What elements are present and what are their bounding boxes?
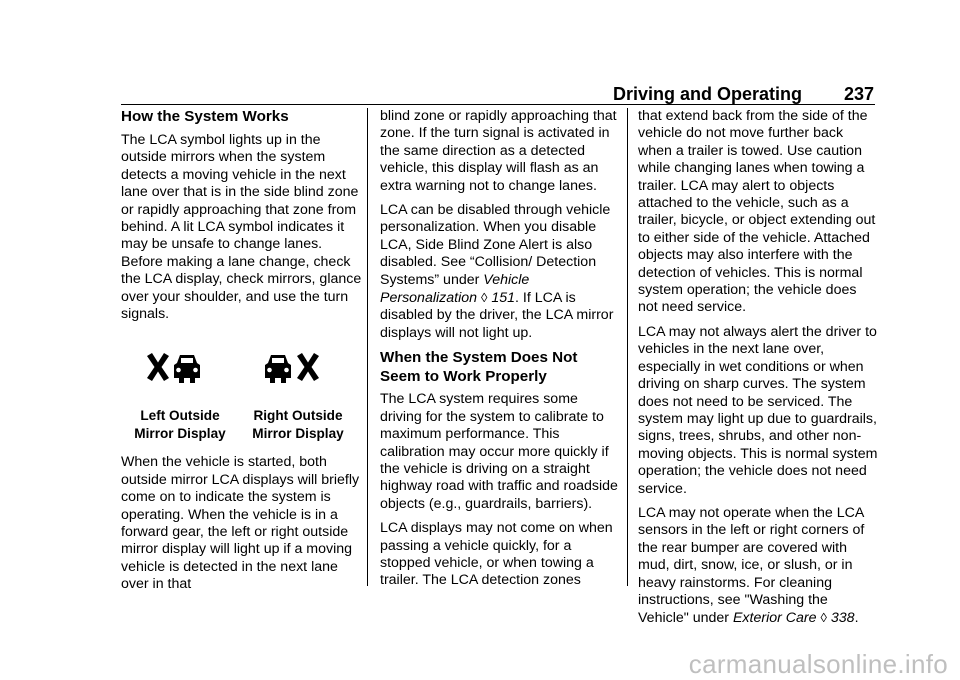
caption-left-line2: Mirror Display (134, 425, 226, 441)
page-reference-number[interactable]: 338 (830, 610, 855, 627)
page-number: 237 (843, 84, 874, 104)
section-heading: How the System Works (121, 108, 289, 125)
column-divider (627, 108, 628, 586)
paragraph-with-reference (380, 202, 622, 342)
page-reference-icon: ◊ (480, 290, 488, 306)
caption-right-line1: Right Outside (253, 408, 343, 424)
caption-right-line2: Mirror Display (252, 425, 344, 441)
paragraph: blind zone or rapidly approaching that zone. If the turn signal is activated in the same direction as a detected vehicle, this display will flash as an extra warning not to change lanes. (380, 108, 617, 194)
paragraph: LCA displays may not come on when passing a vehicle quickly, for a stopped vehicle, or when towing a trailer. The LCA detection zones (380, 520, 613, 589)
watermark: carmanualsonline.info (688, 649, 948, 679)
page-reference-number[interactable]: 151 (491, 290, 516, 307)
paragraph: that extend back from the side of the vehicle do not move further back when a trailer is towed. Use caution while changing lanes when towing a trailer. LCA may alert to objects attached to the vehicle, such as a trailer, bicycle, or object extending out to either side of the vehicle. Attached objects may also interfere with the detection of vehicles. This is normal system operation; the vehicle does not need service. (638, 108, 876, 316)
paragraph: The LCA symbol lights up in the outside mirrors when the system detects a moving vehicle in the next lane over that is in the side blind zone or rapidly approaching that zone from behind. A lit LCA symbol indicates it may be unsafe to change lanes. Before making a lane change, check the LCA display, check mirrors, glance over your shoulder, and use the turn signals. (121, 132, 362, 323)
lca-right-mirror-icon (265, 353, 321, 385)
section-heading (380, 349, 622, 386)
cross-reference-link[interactable]: Exterior Care (732, 610, 817, 627)
caption-left (121, 407, 239, 442)
header-rule (121, 104, 875, 105)
paragraph: LCA may not always alert the driver to vehicles in the next lane over, especially in wet conditions or when driving on sharp curves. The system does not need to be serviced. The system may light up due to guardrails, signs, trees, shrubs, and other non-moving objects. This is normal system operation; the vehicle does not need service. (638, 323, 878, 497)
text: . If LCA is disabled by the driver, the LCA mirror displays will not light up. (380, 290, 614, 341)
text: LCA can be disabled through vehicle personalization. When you disable LCA, Side Blind Zone Alert is also disabled. See “Collision/ Detection Systems” under (380, 202, 611, 288)
paragraph: The LCA system requires some driving for the system to calibrate to maximum performance. This calibration may occur more quickly if the vehicle is driving on a straight highway road with traffic and roadside objects (e.g., guardrails, barriers). (380, 391, 618, 512)
page-reference-icon: ◊ (820, 610, 827, 626)
mirror-display-icons (121, 337, 363, 397)
mirror-display-captions (121, 407, 363, 442)
column-2 (380, 108, 622, 597)
heading-line2: Seem to Work Properly (380, 367, 547, 385)
section-title: Driving and Operating (612, 84, 802, 104)
text: . (854, 610, 859, 627)
caption-left-line1: Left Outside (140, 408, 220, 424)
heading-line1: When the System Does Not (380, 349, 578, 367)
column-1 (121, 108, 363, 601)
caption-right (239, 407, 357, 442)
paragraph-with-reference (638, 505, 880, 628)
text: LCA may not operate when the LCA sensors in the left or right corners of the rear bumper are covered with mud, dirt, snow, ice, or slush, or in heavy rainstorms. For cleaning instructions, see "Washing the Vehicle" under (638, 504, 865, 627)
paragraph: When the vehicle is started, both outside mirror LCA displays will briefly come on to indicate the system is operating. When the vehicle is in a forward gear, the left or right outside mirror display will light up if a moving vehicle is detected in the next lane over in that (121, 454, 360, 593)
lca-left-mirror-icon (147, 353, 203, 385)
column-divider (367, 108, 368, 586)
cross-reference-link[interactable]: Vehicle Personalization (380, 271, 530, 307)
column-3 (638, 108, 880, 635)
